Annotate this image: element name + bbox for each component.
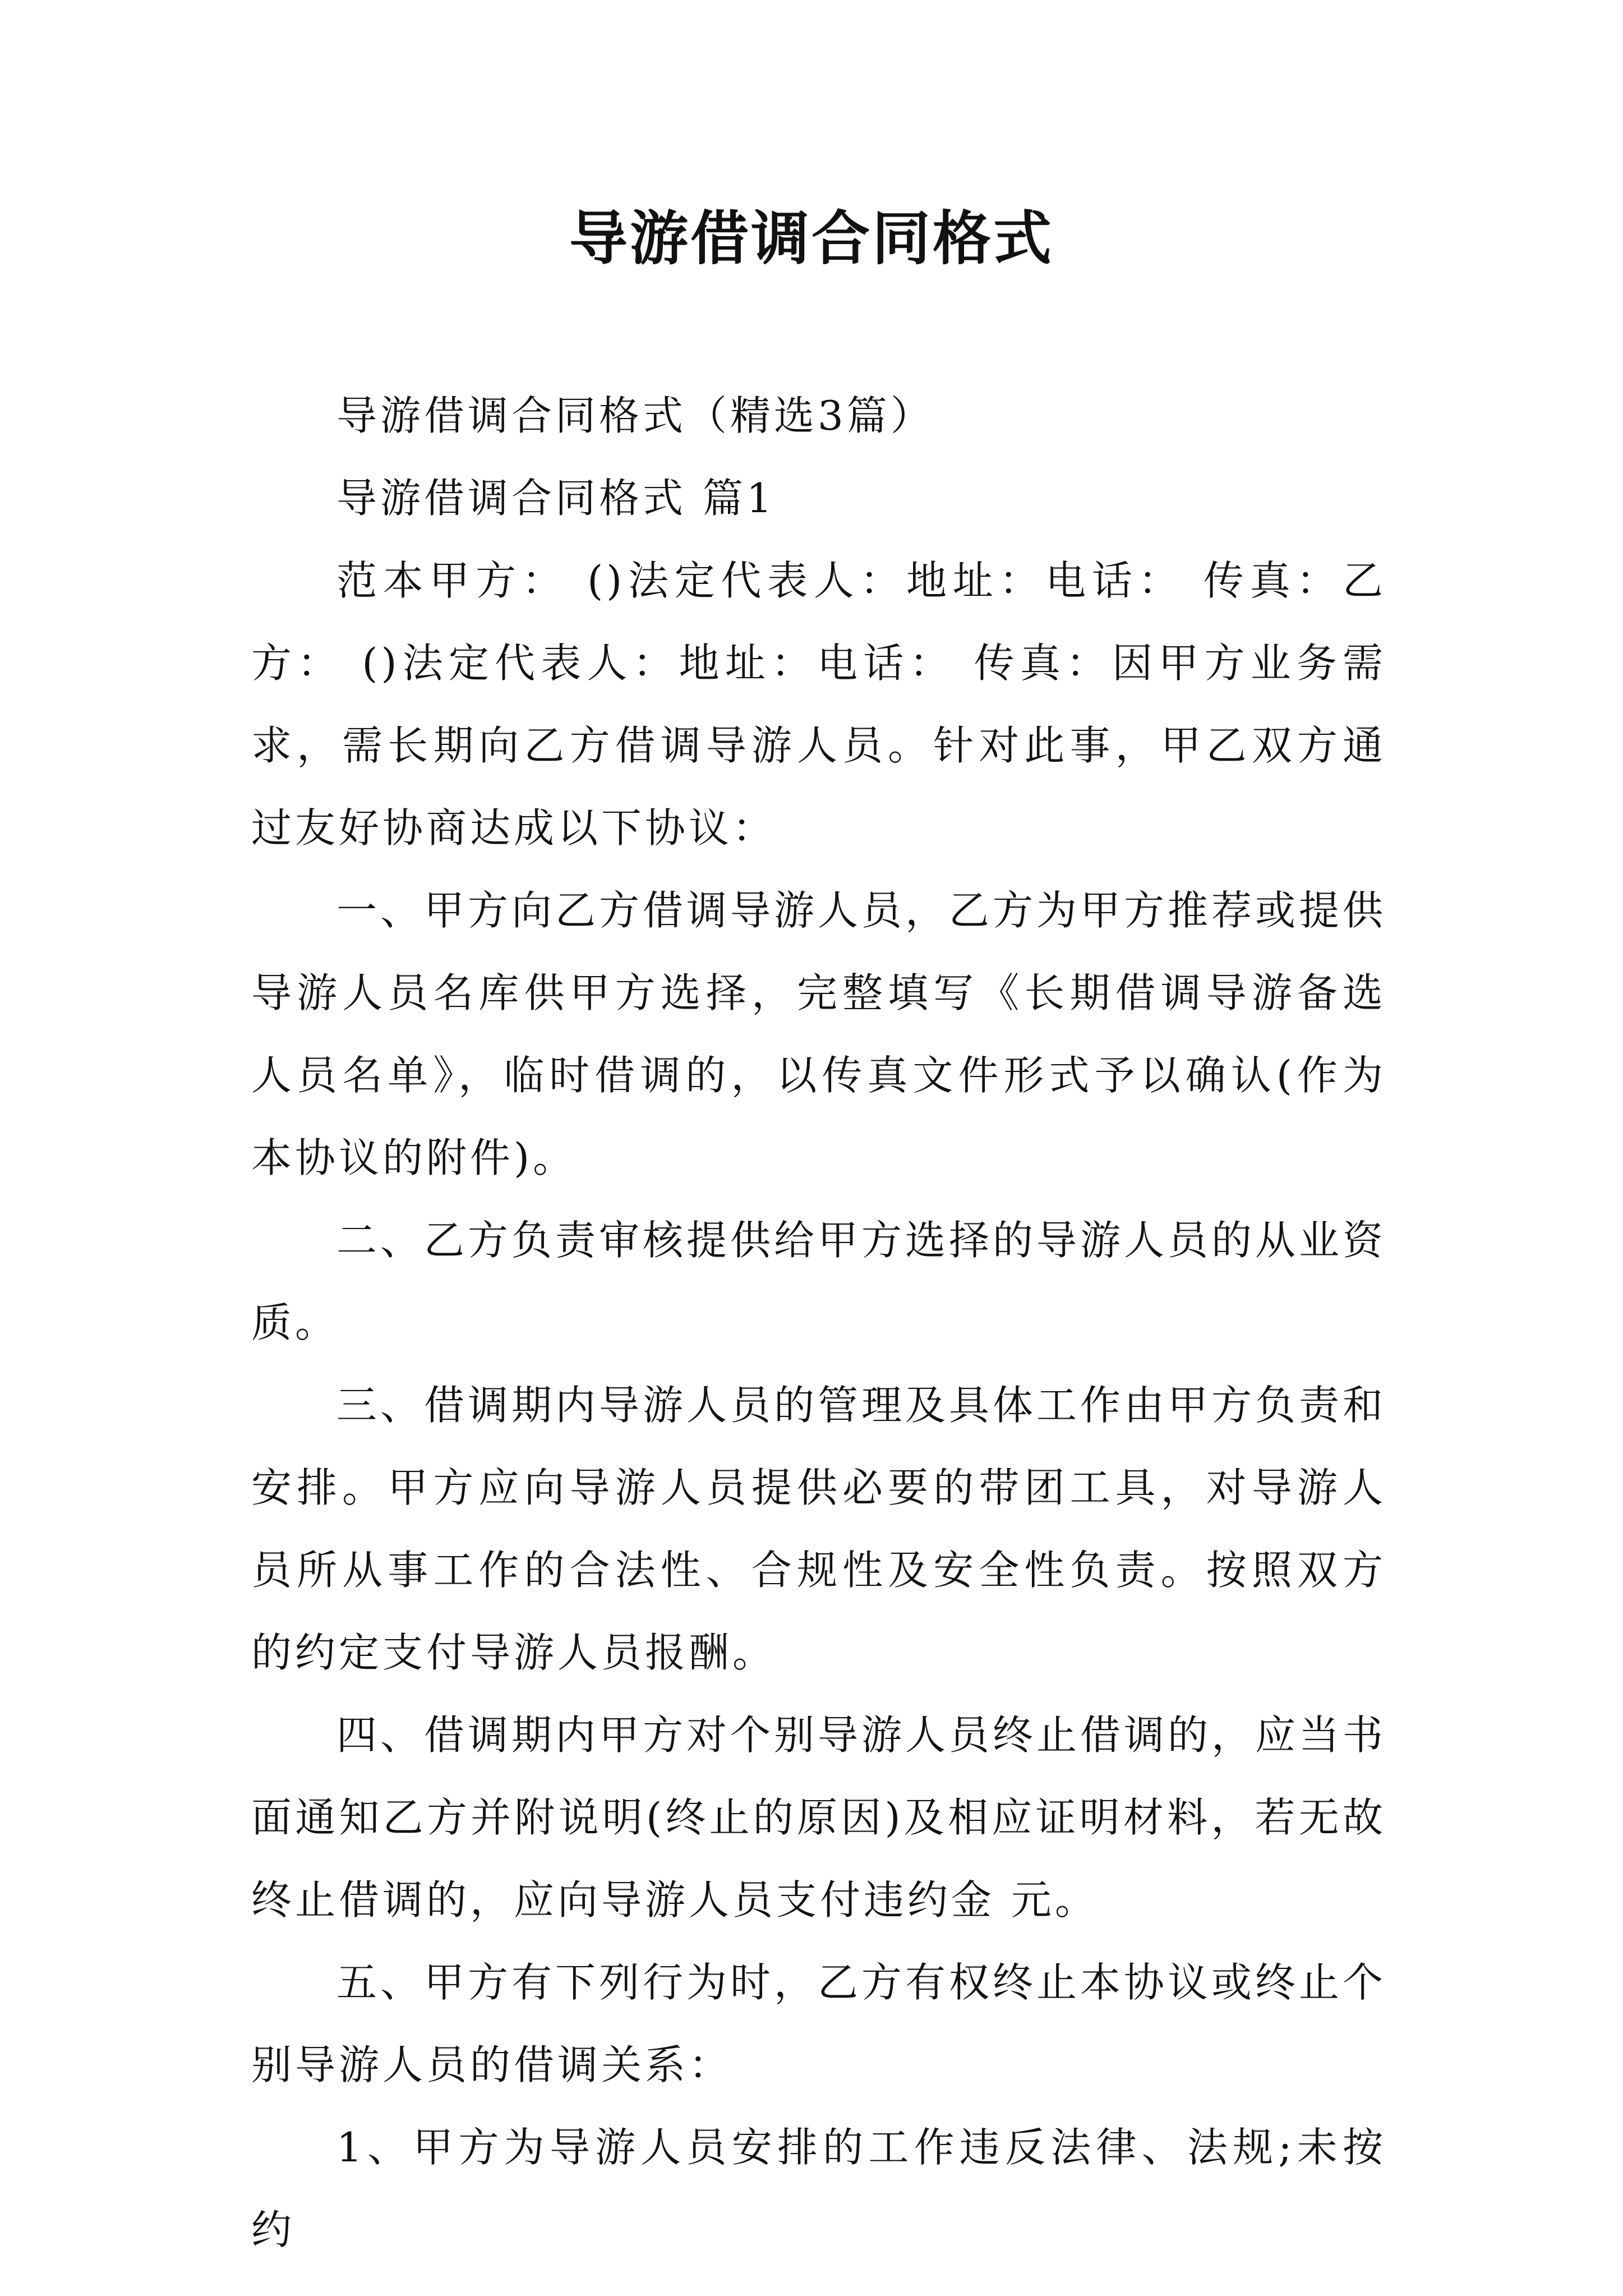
paragraph-clause-2: 二、乙方负责审核提供给甲方选择的导游人员的从业资质。 [251,1217,1387,1346]
document-title: 导游借调合同格式 [569,204,1054,273]
paragraph-section-heading: 导游借调合同格式 篇1 [336,475,776,522]
paragraph-parties: 范本甲方： ()法定代表人：地址：电话： 传真：乙方： ()法定代表人：地址：电话： 传真：因甲方业务需求，需长期向乙方借调导游人员。针对此事，甲乙双方通过友好协商达成以下协议： [251,557,1386,852]
document-body [251,375,1386,2271]
paragraph-clause-1: 一、甲方向乙方借调导游人员，乙方为甲方推荐或提供导游人员名库供甲方选择，完整填写《长期借调导游备选人员名单》，临时借调的，以传真文件形式予以确认(作为本协议的附件)。 [251,887,1387,1181]
paragraph-clause-3: 三、借调期内导游人员的管理及具体工作由甲方负责和安排。甲方应向导游人员提供必要的带团工具，对导游人员所从事工作的合法性、合规性及安全性负责。按照双方的约定支付导游人员报酬。 [251,1382,1387,1676]
paragraph-clause-5-item-1: 1、甲方为导游人员安排的工作违反法律、法规;未按约 [251,2124,1386,2253]
paragraph-clause-5: 五、甲方有下列行为时，乙方有权终止本协议或终止个别导游人员的借调关系： [251,1959,1387,2088]
paragraph-clause-4: 四、借调期内甲方对个别导游人员终止借调的，应当书面通知乙方并附说明(终止的原因)及相应证明材料，若无故终止借调的，应向导游人员支付违约金 元。 [251,1711,1387,1924]
paragraph-subtitle: 导游借调合同格式（精选3篇） [336,392,934,439]
